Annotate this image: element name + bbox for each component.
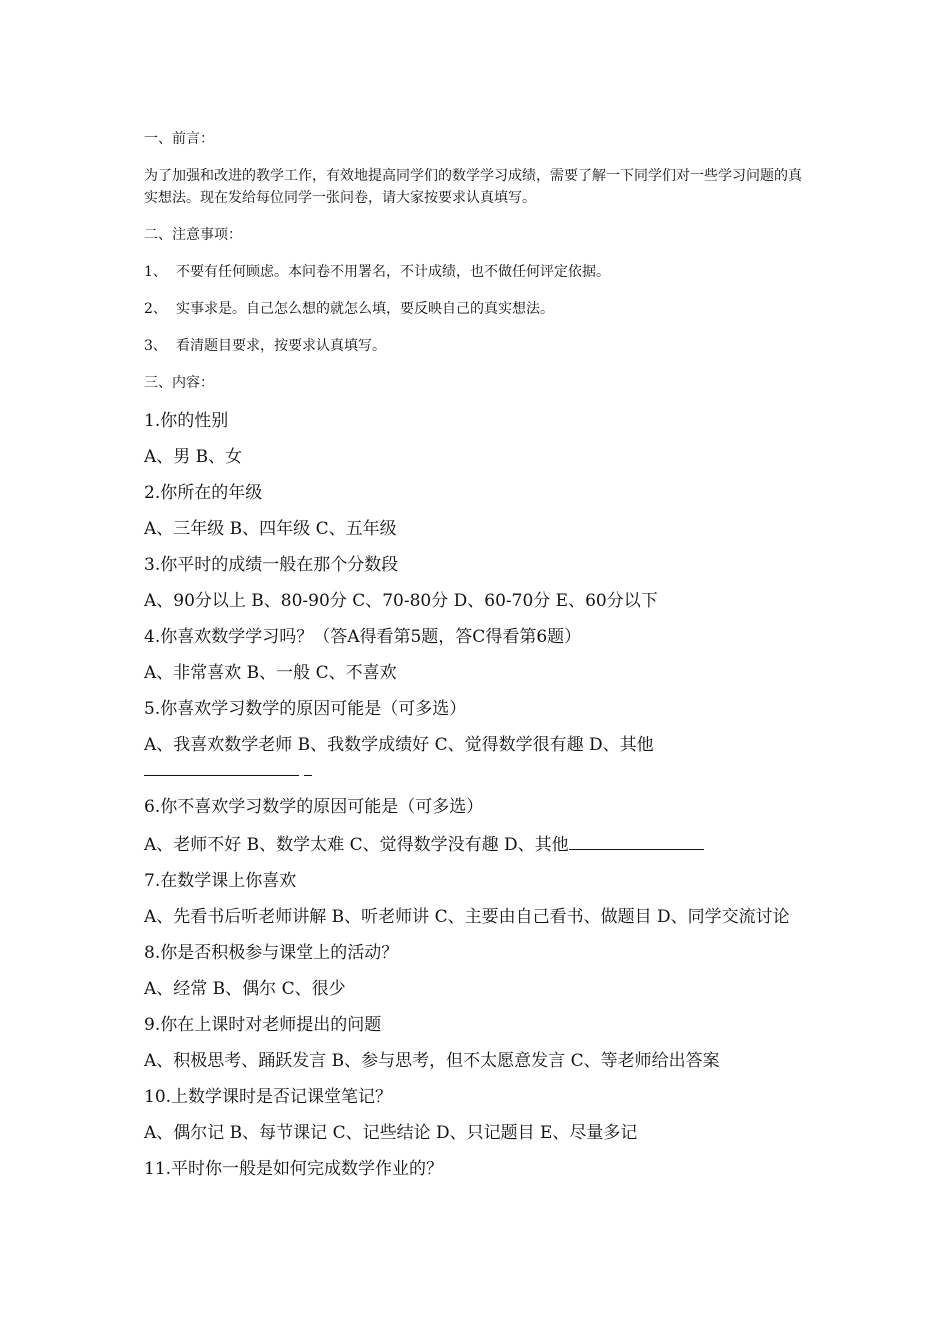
question-5: 5.你喜欢学习数学的原因可能是（可多选）	[144, 699, 467, 719]
note-number: 1、	[144, 264, 167, 280]
question-8: 8.你是否积极参与课堂上的活动？	[144, 943, 399, 963]
question-4: 4.你喜欢数学学习吗？（答A得看第5题，答C得看第6题）	[144, 627, 582, 647]
note-text: 实事求是。自己怎么想的就怎么填，要反映自己的真实想法。	[176, 301, 554, 317]
note-item-2	[144, 298, 808, 320]
answer-options-10: A、偶尔记 B、每节课记 C、记些结论 D、只记题目 E、尽量多记	[144, 1123, 638, 1143]
section-preface-heading: 一、前言：	[144, 131, 214, 147]
answer-options-1: A、男 B、女	[144, 447, 243, 467]
fill-in-blank	[144, 757, 299, 776]
fill-in-blank-continued	[304, 757, 312, 776]
answer-options-3: A、90分以上 B、80-90分 C、70-80分 D、60-70分 E、60分以下	[144, 591, 658, 611]
answer-options-6	[144, 831, 808, 857]
note-text: 不要有任何顾虑。本问卷不用署名，不计成绩，也不做任何评定依据。	[176, 264, 610, 280]
preface-paragraph: 为了加强和改进的教学工作，有效地提高同学们的数学学习成绩，需要了解一下同学们对一些学习问题的真实想法。现在发给每位同学一张问卷，请大家按要求认真填写。	[144, 168, 802, 206]
fill-in-blank	[569, 831, 704, 850]
answer-options-7: A、先看书后听老师讲解 B、听老师讲 C、主要由自己看书、做题目 D、同学交流讨论	[144, 907, 790, 927]
question-1: 1.你的性别	[144, 411, 229, 431]
survey-document	[144, 128, 808, 1193]
question-10: 10.上数学课时是否记课堂笔记？	[144, 1087, 393, 1107]
note-item-3	[144, 335, 808, 357]
answer-options-9: A、积极思考、踊跃发言 B、参与思考，但不太愿意发言 C、等老师给出答案	[144, 1051, 720, 1071]
section-content-heading: 三、内容：	[144, 375, 214, 391]
note-item-1	[144, 261, 808, 283]
section-notes-heading: 二、注意事项：	[144, 227, 242, 243]
question-6: 6.你不喜欢学习数学的原因可能是（可多选）	[144, 797, 484, 817]
answer-options-text: A、老师不好 B、数学太难 C、觉得数学没有趣 D、其他	[144, 835, 569, 855]
answer-options-2: A、三年级 B、四年级 C、五年级	[144, 519, 397, 539]
answer-options-text: A、我喜欢数学老师 B、我数学成绩好 C、觉得数学很有趣 D、其他	[144, 735, 654, 755]
note-number: 2、	[144, 301, 167, 317]
note-text: 看清题目要求，按要求认真填写。	[176, 338, 386, 354]
question-7: 7.在数学课上你喜欢	[144, 871, 297, 891]
question-11: 11.平时你一般是如何完成数学作业的？	[144, 1159, 444, 1179]
question-9: 9.你在上课时对老师提出的问题	[144, 1015, 382, 1035]
answer-options-4: A、非常喜欢 B、一般 C、不喜欢	[144, 663, 397, 683]
answer-options-5	[144, 733, 808, 783]
note-number: 3、	[144, 338, 167, 354]
answer-options-8: A、经常 B、偶尔 C、很少	[144, 979, 346, 999]
question-2: 2.你所在的年级	[144, 483, 263, 503]
question-3: 3.你平时的成绩一般在那个分数段	[144, 555, 399, 575]
